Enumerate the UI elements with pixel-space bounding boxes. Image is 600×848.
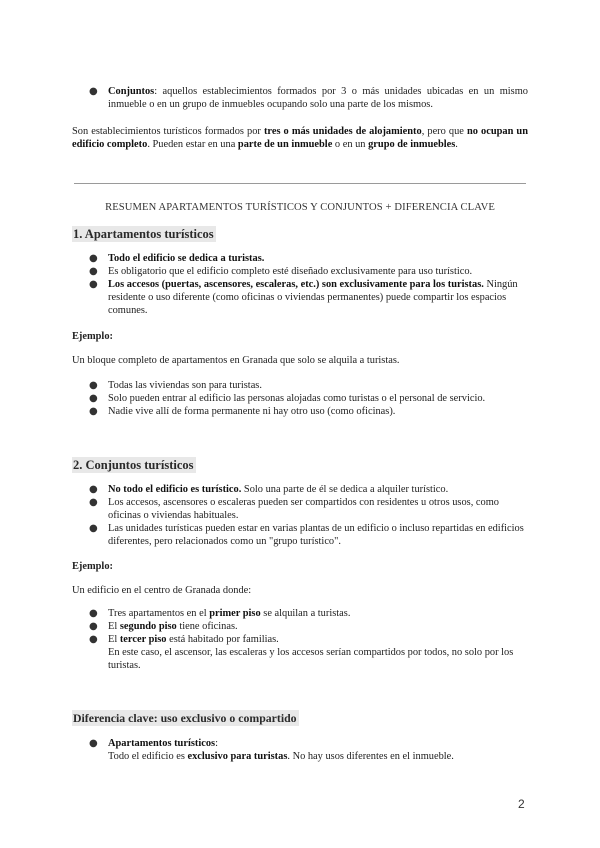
list-item bbox=[72, 85, 528, 111]
bullet-icon: ● bbox=[89, 86, 98, 97]
list-item: ● No todo el edificio es turístico. Solo una parte de él se dedica a alquiler turístico. bbox=[89, 484, 449, 495]
summary-title: RESUMEN APARTAMENTOS TURÍSTICOS Y CONJUNTOS + DIFERENCIA CLAVE bbox=[105, 202, 495, 213]
bullet-icon: ● bbox=[89, 266, 98, 277]
example-label: Ejemplo: bbox=[72, 331, 113, 342]
list-item: ● Apartamentos turísticos: Todo el edificio es exclusivo para turistas. No hay usos diferentes en el inmueble. bbox=[89, 738, 454, 762]
bullet-icon: ● bbox=[89, 484, 98, 495]
section1-bullets bbox=[72, 252, 528, 317]
list-item: ● Nadie vive allí de forma permanente ni hay otro uso (como oficinas). bbox=[89, 406, 396, 417]
section2-bullets bbox=[72, 483, 528, 548]
list-item: ● Es obligatorio que el edificio completo esté diseñado exclusivamente para uso turístico. bbox=[89, 266, 473, 277]
page-number: 2 bbox=[518, 797, 525, 811]
bullet-icon: ● bbox=[89, 621, 98, 632]
bullet-icon: ● bbox=[89, 634, 98, 645]
bullet-icon: ● bbox=[89, 279, 98, 290]
section3-bullets bbox=[72, 737, 528, 763]
list-item: ● El segundo piso tiene oficinas. bbox=[89, 621, 238, 632]
section-heading-apartamentos: 1. Apartamentos turísticos bbox=[73, 227, 214, 241]
example-intro: Un bloque completo de apartamentos en Granada que solo se alquila a turistas. bbox=[72, 355, 400, 366]
list-item: ● Tres apartamentos en el primer piso se alquilan a turistas. bbox=[89, 608, 351, 619]
bullet-icon: ● bbox=[89, 608, 98, 619]
bullet-text: : aquellos establecimientos formados por 3 o más unidades ubicadas en un mismo inmueble o en un grupo de inmuebles ocupando solo una parte de los mismos. bbox=[108, 86, 528, 110]
intro-bullet-text bbox=[108, 85, 528, 111]
list-item: ● Todas las viviendas son para turistas. bbox=[89, 380, 262, 391]
intro-paragraph: Son establecimientos turísticos formados por tres o más unidades de alojamiento, pero que no ocupan un edificio completo. Pueden estar en una parte de un inmueble o en un grupo de inmuebles. bbox=[72, 126, 528, 150]
list-item: ● Los accesos (puertas, ascensores, escaleras, etc.) son exclusivamente para los turistas. Ningún residente o uso diferente (como oficinas o viviendas permanentes) puede compartir los espacios comunes. bbox=[89, 279, 518, 316]
bullet-icon: ● bbox=[89, 253, 98, 264]
list-item: ● Los accesos, ascensores o escaleras pueden ser compartidos con residentes u otros usos, como oficinas o viviendas habituales. bbox=[89, 497, 499, 521]
example-intro: Un edificio en el centro de Granada donde: bbox=[72, 585, 252, 596]
example-label: Ejemplo: bbox=[72, 561, 113, 572]
bullet-icon: ● bbox=[89, 406, 98, 417]
section-heading-diferencia: Diferencia clave: uso exclusivo o compartido bbox=[73, 711, 297, 725]
bullet-icon: ● bbox=[89, 523, 98, 534]
intro-bullet-list bbox=[72, 85, 528, 111]
section-heading-conjuntos: 2. Conjuntos turísticos bbox=[73, 458, 194, 472]
list-item: ● Todo el edificio se dedica a turistas. bbox=[89, 253, 265, 264]
section2-example-list bbox=[72, 607, 528, 672]
bullet-icon: ● bbox=[89, 380, 98, 391]
bullet-icon: ● bbox=[89, 497, 98, 508]
bullet-icon: ● bbox=[89, 738, 98, 749]
list-item: ● Las unidades turísticas pueden estar en varias plantas de un edificio o incluso repartidas en edificios diferentes, pero relacionados como un "grupo turístico". bbox=[89, 523, 524, 547]
bold-term: Conjuntos bbox=[108, 86, 155, 97]
example-note: En este caso, el ascensor, las escaleras y los accesos serían compartidos por todos, no solo por los turistas. bbox=[108, 647, 514, 671]
list-item: ● Solo pueden entrar al edificio las personas alojadas como turistas o el personal de servicio. bbox=[89, 393, 486, 404]
list-item: ● El tercer piso está habitado por familias. En este caso, el ascensor, las escaleras y los accesos serían compartidos por todos, no solo por los turistas. bbox=[89, 634, 514, 671]
section1-example-list bbox=[72, 379, 528, 418]
bullet-icon: ● bbox=[89, 393, 98, 404]
horizontal-rule bbox=[74, 183, 526, 184]
